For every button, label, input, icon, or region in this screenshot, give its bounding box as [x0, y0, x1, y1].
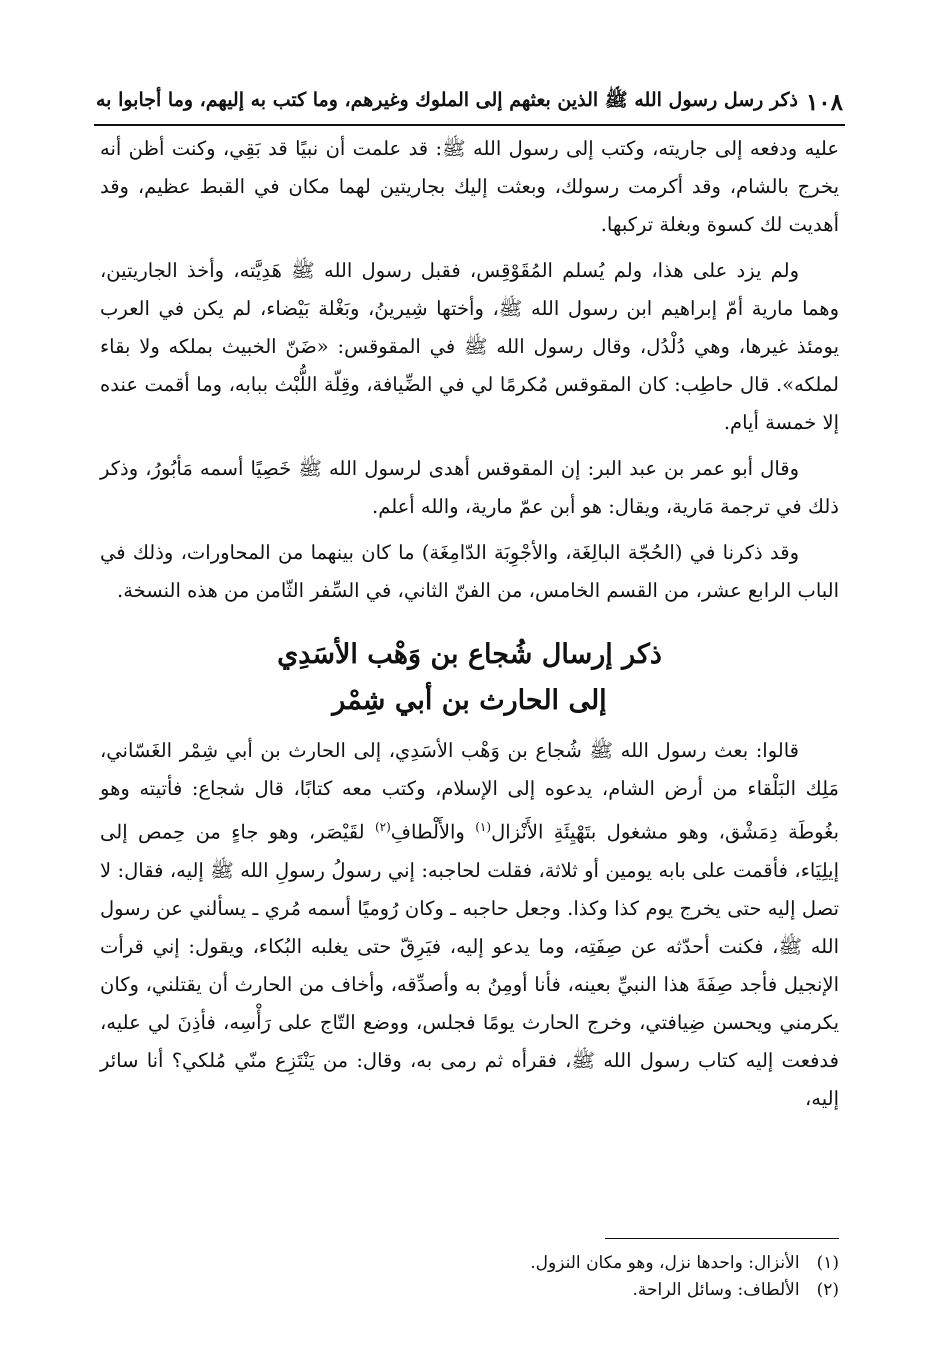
header-rule: [94, 124, 845, 126]
footnote-number: (٢): [816, 1280, 839, 1300]
section-paragraph: [100, 732, 839, 1118]
footnote-number: (١): [816, 1253, 839, 1273]
running-head: [96, 82, 843, 122]
footnote-2: [100, 1277, 839, 1304]
paragraph-1: عليه ودفعه إلى جاريته، وكتب إلى رسول الله ﷺ: قد علمت أن نبيًا قد بَقِي، وكنت أظن أنه يخرج بالشام، وقد أكرمت رسولك، وبعثت إليك بجاريتين لهما مكان في القبط عظيم، وقد أهديت لك كسوة وبغلة تركبها.: [100, 137, 839, 236]
footnote-ref-1[interactable]: (١): [475, 820, 492, 834]
footnote-rule: [605, 1238, 839, 1239]
section-heading: [100, 632, 839, 724]
section-text-part-2: والأَلْطافِ: [390, 820, 476, 844]
paragraph-2: ولم يزد على هذا، ولم يُسلم المُقَوْقِس، فقبل رسول الله ﷺ هَدِيَّته، وأخذ الجاريتين، وهما مارية أمّ إبراهيم ابن رسول الله ﷺ، وأختها شِيرينُ، وبَغْلة بَيْضاء، لم يكن في العرب يومئذ غيرها، وهي دُلْدُل، وقال رسول الله ﷺ في المقوقس: «ضَنّ الخبيث بملكه ولا بقاء لملكه». قال حاطِب: كان المقوقس مُكرمًا لي في الضِّيافة، وقِلّة اللُّبْث ببابه، وما أقمت عنده إلا خمسة أيام.: [100, 259, 839, 434]
paragraph-4: وقد ذكرنا في (الحُجّة البالِغَة، والأجْوِبَة الدّامِغَة) ما كان بينهما من المحاورات، وذلك في الباب الرابع عشر، من القسم الخامس، من الفنّ الثاني، في السِّفر الثّامن من هذه النسخة.: [100, 541, 839, 602]
footnote-text: الألطاف: وسائل الراحة.: [632, 1280, 800, 1300]
running-head-title: ذكر رسل رسول الله ﷺ الذين بعثهم إلى الملوك وغيرهم، وما كتب به إليهم، وما أجابوا به: [96, 89, 798, 111]
main-text: [100, 130, 839, 1126]
paragraph-3: وقال أبو عمر بن عبد البر: إن المقوقس أهدى لرسول الله ﷺ خَصِيًا أسمه مَأبُورُ، وذكر ذلك في ترجمة مَارية، ويقال: هو أبن عمّ مارية، والله أعلم.: [100, 457, 839, 518]
section-heading-line-2: إلى الحارث بن أبي شِمْر: [332, 685, 607, 716]
page-number: ١٠٨: [805, 88, 843, 116]
footnote-1: [100, 1250, 839, 1277]
footnote-ref-2[interactable]: (٢): [374, 820, 391, 834]
section-heading-line-1: ذكر إرسال شُجاع بن وَهْب الأسَدِي: [277, 639, 662, 670]
footnote-text: الأنزال: واحدها نزل، وهو مكان النزول.: [530, 1253, 800, 1273]
section-text-part-3: لقَيْصَر، وهو جاءٍ من حِمص إلى إيلِيَاء، فأقمت على بابه يومين أو ثلاثة، فقلت لحاجبه: إني رسولُ رسولِ الله ﷺ إليه، فقال: لا تصل إليه حتى يخرج يوم كذا وكذا. وجعل حاجبه ـ وكان رُوميًا أسمه مُري ـ يسألني عن رسول الله ﷺ، فكنت أحدّثه عن صِفَتِه، وما يدعو إليه، فيَرِقّ حتى يغلبه البُكاء، ويقول: إني قرأت الإنجيل فأجد صِفَةَ هذا النبيِّ بعينه، فأنا أومِنُ به وأصدِّقه، وأخاف من الحارث أن يقتلني، وكان يكرمني ويحسن ضِيافتي، وخرج الحارث يومًا فجلس، ووضع التّاج على رَأْسِه، فأذِنَ لي عليه، فدفعت إليه كتاب رسول الله ﷺ، فقرأه ثم رمى به، وقال: من يَنْتَزِع منّي مُلكي؟ أنا سائر إليه،: [100, 820, 839, 1110]
section-text-part-1: قالوا: بعث رسول الله ﷺ شُجاع بن وَهْب الأسَدِي، إلى الحارث بن أبي شِمْر الغَسّاني، مَلِك البَلْقاء من أرض الشام، يدعوه إلى الإسلام، وكتب معه كتابًا، قال شجاع: فأتيته وهو بغُوطَة دِمَشْق، وهو مشغول بتَهْيِئَةِ الأَنْزال: [100, 739, 840, 844]
footnotes: [100, 1250, 839, 1304]
